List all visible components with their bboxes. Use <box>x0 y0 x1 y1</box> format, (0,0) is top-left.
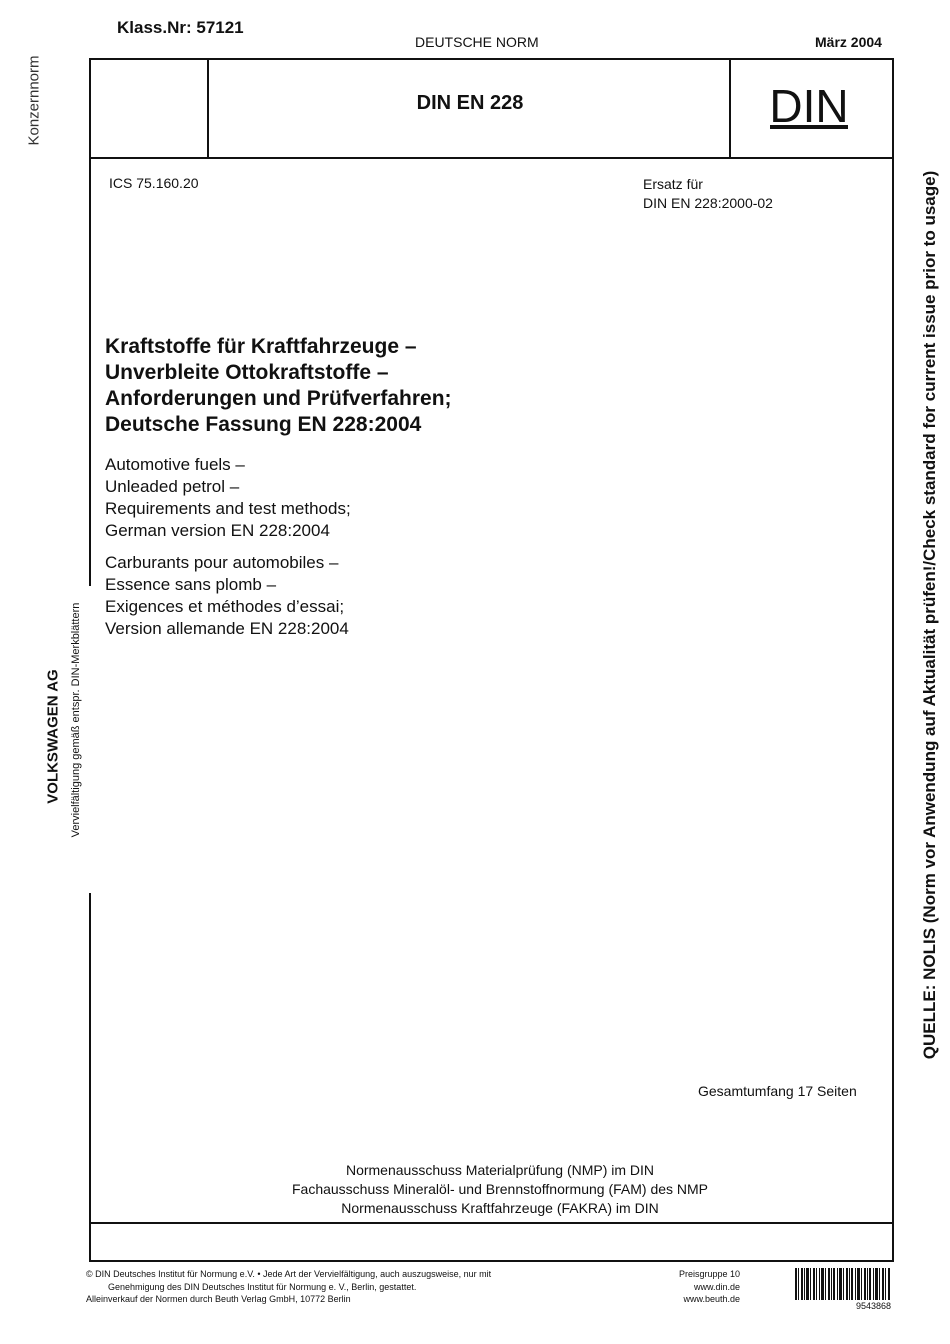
norm-type: DEUTSCHE NORM <box>415 34 539 50</box>
frame-left-border-top <box>89 58 91 586</box>
classification-number: Klass.Nr: 57121 <box>117 18 244 37</box>
footer-copyright-line: Alleinverkauf der Normen durch Beuth Verlag GmbH, 10772 Berlin <box>86 1294 351 1304</box>
barcode-number: 9543868 <box>855 1301 891 1311</box>
committee-line: Normenausschuss Kraftfahrzeuge (FAKRA) im DIN <box>341 1200 659 1216</box>
committee-line: Normenausschuss Materialprüfung (NMP) im DIN <box>345 1162 655 1178</box>
title-french-line: Exigences et méthodes d’essai; <box>105 597 345 616</box>
title-english-line: Automotive fuels – <box>105 455 245 474</box>
replaces-label: Ersatz für <box>643 176 703 192</box>
title-german-line: Anforderungen und Prüfverfahren; <box>105 387 452 410</box>
title-french <box>105 552 349 640</box>
din-logo <box>768 84 850 139</box>
footer-copyright-line: Genehmigung des DIN Deutsches Institut für Normung e. V., Berlin, gestattet. <box>108 1281 417 1292</box>
title-english-line: Unleaded petrol – <box>105 477 240 496</box>
title-german-line: Unverbleite Ottokraftstoffe – <box>105 361 389 384</box>
title-french-line: Version allemande EN 228:2004 <box>105 619 349 638</box>
footer-price-group <box>640 1268 740 1306</box>
title-box-bottom-border <box>89 157 894 159</box>
footer-box-top-border <box>89 1222 894 1224</box>
frame-right-border <box>892 58 894 1262</box>
issue-date: März 2004 <box>815 34 882 50</box>
side-label-company: VOLKSWAGEN AG <box>44 669 62 804</box>
frame-left-border-bottom <box>89 893 91 1262</box>
replaces-block <box>643 175 773 213</box>
title-english-line: German version EN 228:2004 <box>105 521 330 540</box>
title-english-line: Requirements and test methods; <box>105 499 351 518</box>
total-pages: Gesamtumfang 17 Seiten <box>698 1083 857 1099</box>
title-german-line: Deutsche Fassung EN 228:2004 <box>105 413 422 436</box>
title-french-line: Carburants pour automobiles – <box>105 553 339 572</box>
barcode-image <box>795 1268 891 1305</box>
title-english <box>105 454 351 542</box>
ics-code: ICS 75.160.20 <box>109 175 199 191</box>
title-german <box>105 334 452 438</box>
din-logo-text: DIN <box>769 84 849 132</box>
committee-line: Fachausschuss Mineralöl- und Brennstoffnormung (FAM) des NMP <box>291 1181 709 1197</box>
frame-bottom-border <box>89 1260 894 1262</box>
side-label-copy-note: Vervielfältigung gemäß entspr. DIN-Merkblättern <box>70 602 82 838</box>
footer-copyright <box>86 1268 491 1306</box>
title-french-line: Essence sans plomb – <box>105 575 277 594</box>
title-german-line: Kraftstoffe für Kraftfahrzeuge – <box>105 335 417 358</box>
beuth-website-link[interactable]: www.beuth.de <box>683 1294 740 1304</box>
committees <box>210 1161 790 1218</box>
price-group: Preisgruppe 10 <box>678 1269 740 1279</box>
replaces-value: DIN EN 228:2000-02 <box>643 195 773 211</box>
din-website-link[interactable]: www.din.de <box>693 1281 740 1292</box>
footer-copyright-line: © DIN Deutsches Institut für Normung e.V. • Jede Art der Vervielfältigung, auch auszugsweise, nur mit <box>86 1269 492 1279</box>
side-label-source: QUELLE: NOLIS (Norm vor Anwendung auf Aktualität prüfen!/Check standard for current issue prior to usage) <box>920 170 939 1060</box>
document-number: DIN EN 228 <box>416 92 524 114</box>
side-label-konzernnorm: Konzernnorm <box>25 55 43 146</box>
title-box-divider-left <box>207 58 209 159</box>
frame-top-border <box>89 58 894 60</box>
